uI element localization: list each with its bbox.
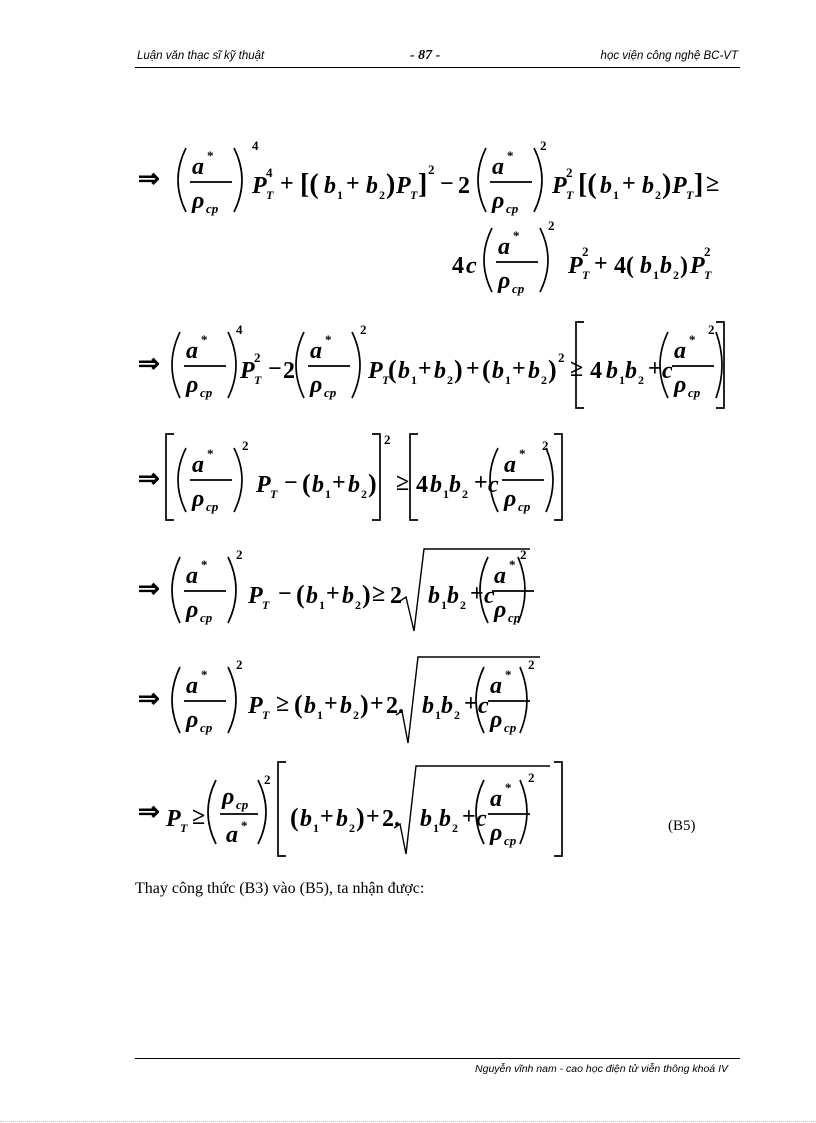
svg-text:cp: cp (688, 385, 701, 400)
svg-text:2: 2 (242, 438, 249, 453)
svg-text:2: 2 (673, 268, 679, 282)
svg-text:c: c (478, 693, 489, 719)
svg-text:ρ: ρ (192, 188, 205, 214)
svg-text:⇒: ⇒ (138, 349, 160, 378)
svg-text:a: a (192, 452, 204, 478)
svg-text:*: * (507, 148, 514, 163)
svg-text:cp: cp (518, 499, 531, 514)
svg-text:1: 1 (317, 708, 323, 722)
svg-text:P: P (368, 358, 383, 384)
svg-text:1: 1 (433, 821, 439, 835)
svg-text:b: b (300, 806, 312, 832)
svg-text:cp: cp (236, 797, 249, 812)
page-edge (0, 1121, 816, 1122)
svg-text:(: ( (482, 355, 491, 384)
svg-text:2: 2 (379, 188, 385, 202)
svg-text:≥: ≥ (276, 691, 290, 717)
svg-text:a: a (674, 338, 686, 364)
svg-text:*: * (207, 148, 214, 163)
svg-text:P: P (256, 472, 271, 498)
svg-text:+: + (280, 171, 294, 197)
svg-text:≥: ≥ (396, 470, 410, 496)
svg-text:b: b (324, 173, 336, 199)
svg-text:1: 1 (443, 487, 449, 501)
svg-text:P: P (248, 583, 263, 609)
svg-text:2: 2 (566, 165, 573, 180)
svg-text:+: + (462, 804, 476, 830)
svg-text:+: + (346, 171, 360, 197)
svg-text:*: * (505, 780, 512, 795)
svg-text:T: T (382, 373, 390, 387)
svg-text:P: P (690, 253, 705, 279)
svg-text:P: P (672, 173, 687, 199)
svg-text:a: a (186, 563, 198, 589)
svg-text:+: + (594, 251, 608, 277)
svg-text:2.: 2. (382, 806, 400, 832)
svg-text:a: a (494, 563, 506, 589)
svg-text:a: a (504, 452, 516, 478)
svg-text:a: a (186, 338, 198, 364)
svg-text:b: b (528, 358, 540, 384)
svg-text:2: 2 (353, 708, 359, 722)
svg-text:ρ: ρ (222, 784, 235, 810)
svg-text:4: 4 (236, 322, 243, 337)
svg-text:⇒: ⇒ (138, 164, 160, 193)
svg-text:⇒: ⇒ (138, 797, 160, 826)
svg-text:T: T (254, 373, 262, 387)
svg-text:2: 2 (638, 373, 644, 387)
svg-text:+: + (418, 356, 432, 382)
equation-tag: (B5) (668, 818, 696, 834)
svg-text:+: + (512, 356, 526, 382)
svg-text:b: b (420, 806, 432, 832)
svg-text:*: * (201, 557, 208, 572)
svg-text:T: T (566, 188, 574, 202)
svg-text:2: 2 (254, 350, 261, 365)
svg-text:+: + (332, 470, 346, 496)
svg-text:cp: cp (504, 720, 517, 735)
svg-text:4: 4 (590, 358, 602, 384)
svg-text:b: b (492, 358, 504, 384)
svg-text:T: T (262, 708, 270, 722)
svg-text:b: b (449, 472, 461, 498)
svg-text:≥: ≥ (570, 356, 584, 382)
svg-text:cp: cp (206, 499, 219, 514)
svg-text:1: 1 (319, 598, 325, 612)
svg-text:c: c (662, 358, 673, 384)
equation-line-2 (0, 310, 816, 420)
svg-text:*: * (325, 332, 332, 347)
svg-text:c: c (488, 472, 499, 498)
svg-text:): ) (680, 253, 688, 279)
svg-text:⇒: ⇒ (138, 574, 160, 603)
svg-text:a: a (192, 154, 204, 180)
svg-text:[(: [( (578, 169, 597, 200)
svg-text:T: T (180, 821, 188, 835)
svg-text:c: c (484, 583, 495, 609)
svg-text:2: 2 (384, 432, 391, 447)
svg-text:b: b (428, 583, 440, 609)
footer-author: Nguyễn vĩnh nam - cao học điện tử viễn thông khoá IV (475, 1063, 728, 1075)
svg-text:T: T (582, 268, 590, 282)
svg-text:+: + (466, 356, 480, 382)
svg-text:*: * (519, 446, 526, 461)
svg-text:T: T (262, 598, 270, 612)
svg-text:4: 4 (252, 138, 259, 153)
svg-text:≥: ≥ (706, 171, 720, 197)
svg-text:+: + (326, 581, 340, 607)
svg-text:*: * (201, 667, 208, 682)
svg-text:]: ] (694, 169, 704, 200)
svg-text:cp: cp (324, 385, 337, 400)
svg-text:P: P (568, 253, 583, 279)
body-paragraph: Thay công thức (B3) vào (B5), ta nhận được: (135, 880, 425, 897)
svg-text:P: P (252, 173, 267, 199)
svg-text:1: 1 (619, 373, 625, 387)
svg-text:1: 1 (505, 373, 511, 387)
svg-text:b: b (606, 358, 618, 384)
svg-text:b: b (447, 583, 459, 609)
svg-text:b: b (434, 358, 446, 384)
equation-line-6 (0, 750, 816, 870)
svg-text:(: ( (388, 355, 397, 384)
svg-text:b: b (625, 358, 637, 384)
svg-text:b: b (342, 583, 354, 609)
svg-text:−: − (440, 171, 454, 197)
svg-text:ρ: ρ (192, 486, 205, 512)
svg-text:*: * (505, 667, 512, 682)
svg-text:ρ: ρ (492, 188, 505, 214)
svg-text:4(: 4( (614, 253, 634, 279)
svg-text:2: 2 (236, 547, 243, 562)
svg-text:2: 2 (264, 772, 271, 787)
svg-text:ρ: ρ (494, 597, 507, 623)
svg-text:cp: cp (200, 720, 213, 735)
svg-text:(: ( (296, 580, 305, 609)
svg-text:(: ( (302, 469, 311, 498)
svg-text:c: c (466, 253, 477, 279)
svg-text:⇒: ⇒ (138, 684, 160, 713)
svg-text:b: b (304, 693, 316, 719)
svg-text:1: 1 (411, 373, 417, 387)
svg-text:2: 2 (360, 322, 367, 337)
svg-text:b: b (600, 173, 612, 199)
svg-text:−: − (278, 581, 292, 607)
svg-text:cp: cp (206, 201, 219, 216)
svg-text:2.: 2. (386, 693, 404, 719)
svg-text:): ) (360, 690, 369, 719)
svg-text:b: b (422, 693, 434, 719)
svg-text:+: + (622, 171, 636, 197)
svg-text:b: b (441, 693, 453, 719)
svg-text:]: ] (418, 169, 428, 200)
svg-text:4: 4 (452, 253, 464, 279)
svg-text:2: 2 (548, 218, 555, 233)
svg-text:2: 2 (460, 598, 466, 612)
svg-text:b: b (306, 583, 318, 609)
svg-text:c: c (476, 806, 487, 832)
header-thesis-title: Luận văn thạc sĩ kỹ thuật (137, 50, 265, 62)
svg-text:cp: cp (512, 281, 525, 296)
svg-text:*: * (513, 228, 520, 243)
svg-text:P: P (248, 693, 263, 719)
svg-text:a: a (490, 786, 502, 812)
svg-text:): ) (362, 580, 371, 609)
svg-text:2: 2 (540, 138, 547, 153)
svg-text:T: T (270, 487, 278, 501)
svg-text:*: * (689, 332, 696, 347)
svg-text:2: 2 (428, 162, 435, 177)
svg-text:2: 2 (355, 598, 361, 612)
svg-text:2: 2 (582, 244, 589, 259)
svg-text:≥: ≥ (192, 804, 206, 830)
svg-text:b: b (340, 693, 352, 719)
svg-text:): ) (386, 169, 396, 200)
svg-text:4: 4 (416, 472, 428, 498)
svg-text:P: P (396, 173, 411, 199)
svg-text:−: − (284, 470, 298, 496)
svg-text:): ) (368, 469, 377, 498)
svg-text:a: a (492, 154, 504, 180)
svg-text:2: 2 (542, 438, 549, 453)
svg-text:b: b (366, 173, 378, 199)
svg-text:*: * (201, 332, 208, 347)
svg-text:+: + (470, 581, 484, 607)
svg-text:ρ: ρ (490, 707, 503, 733)
svg-text:a: a (186, 673, 198, 699)
svg-text:T: T (704, 268, 712, 282)
svg-text:−: − (268, 356, 282, 382)
svg-text:(: ( (294, 690, 303, 719)
svg-text:): ) (454, 355, 463, 384)
svg-text:b: b (640, 253, 652, 279)
svg-text:2: 2 (454, 708, 460, 722)
svg-text:b: b (398, 358, 410, 384)
svg-text:cp: cp (200, 385, 213, 400)
svg-text:2: 2 (704, 244, 711, 259)
svg-text:ρ: ρ (186, 707, 199, 733)
svg-text:2: 2 (528, 770, 535, 785)
svg-text:): ) (548, 355, 557, 384)
svg-text:1: 1 (325, 487, 331, 501)
footer-rule (135, 1058, 740, 1059)
page-number: - 87 - (410, 48, 441, 63)
svg-text:1: 1 (337, 188, 343, 202)
svg-text:b: b (660, 253, 672, 279)
svg-text:2: 2 (447, 373, 453, 387)
svg-text:cp: cp (200, 610, 213, 625)
equation-line-3 (0, 420, 816, 530)
header-rule (135, 67, 740, 68)
svg-text:P: P (166, 806, 181, 832)
svg-text:P: P (552, 173, 567, 199)
equation-line-4 (0, 535, 816, 645)
svg-text:+: + (366, 804, 380, 830)
svg-text:2: 2 (462, 487, 468, 501)
svg-text:+: + (320, 804, 334, 830)
svg-text:2: 2 (349, 821, 355, 835)
svg-text:2: 2 (236, 657, 243, 672)
svg-text:+: + (474, 470, 488, 496)
header-institution: học viện công nghệ BC-VT (600, 50, 738, 62)
svg-text:*: * (509, 557, 516, 572)
svg-text:ρ: ρ (498, 268, 511, 294)
svg-text:2: 2 (655, 188, 661, 202)
svg-text:≥: ≥ (372, 581, 386, 607)
svg-text:2: 2 (452, 821, 458, 835)
svg-text:+: + (324, 691, 338, 717)
svg-text:⇒: ⇒ (138, 464, 160, 493)
svg-text:cp: cp (506, 201, 519, 216)
svg-text:b: b (439, 806, 451, 832)
svg-text:2: 2 (520, 547, 527, 562)
svg-text:cp: cp (508, 610, 521, 625)
svg-text:2: 2 (458, 173, 470, 199)
svg-text:b: b (312, 472, 324, 498)
svg-text:1: 1 (653, 268, 659, 282)
svg-text:4: 4 (266, 165, 273, 180)
svg-text:2: 2 (558, 350, 565, 365)
svg-text:a: a (310, 338, 322, 364)
svg-text:(: ( (290, 803, 299, 832)
svg-text:b: b (430, 472, 442, 498)
svg-text:ρ: ρ (186, 597, 199, 623)
svg-text:1: 1 (441, 598, 447, 612)
svg-text:*: * (207, 446, 214, 461)
svg-text:*: * (241, 818, 248, 833)
svg-text:P: P (240, 358, 255, 384)
svg-text:+: + (464, 691, 478, 717)
svg-text:2: 2 (390, 583, 402, 609)
svg-text:b: b (642, 173, 654, 199)
svg-text:+: + (370, 691, 384, 717)
svg-text:+: + (648, 356, 662, 382)
svg-text:2: 2 (361, 487, 367, 501)
svg-text:cp: cp (504, 833, 517, 848)
svg-text:1: 1 (613, 188, 619, 202)
equation-line-5 (0, 645, 816, 755)
svg-text:a: a (490, 673, 502, 699)
svg-text:2: 2 (708, 322, 715, 337)
svg-text:2: 2 (528, 657, 535, 672)
svg-text:T: T (686, 188, 694, 202)
svg-text:ρ: ρ (310, 372, 323, 398)
svg-text:[(: [( (300, 169, 319, 200)
svg-text:ρ: ρ (674, 372, 687, 398)
svg-text:ρ: ρ (186, 372, 199, 398)
svg-text:1: 1 (313, 821, 319, 835)
svg-text:ρ: ρ (490, 820, 503, 846)
svg-text:2: 2 (541, 373, 547, 387)
svg-text:): ) (356, 803, 365, 832)
svg-text:ρ: ρ (504, 486, 517, 512)
svg-text:b: b (336, 806, 348, 832)
svg-text:2: 2 (283, 358, 295, 384)
svg-text:T: T (410, 188, 418, 202)
svg-text:a: a (498, 234, 510, 260)
svg-text:): ) (662, 169, 672, 200)
svg-text:1: 1 (435, 708, 441, 722)
svg-text:b: b (348, 472, 360, 498)
svg-text:T: T (266, 188, 274, 202)
svg-text:a: a (226, 822, 238, 848)
